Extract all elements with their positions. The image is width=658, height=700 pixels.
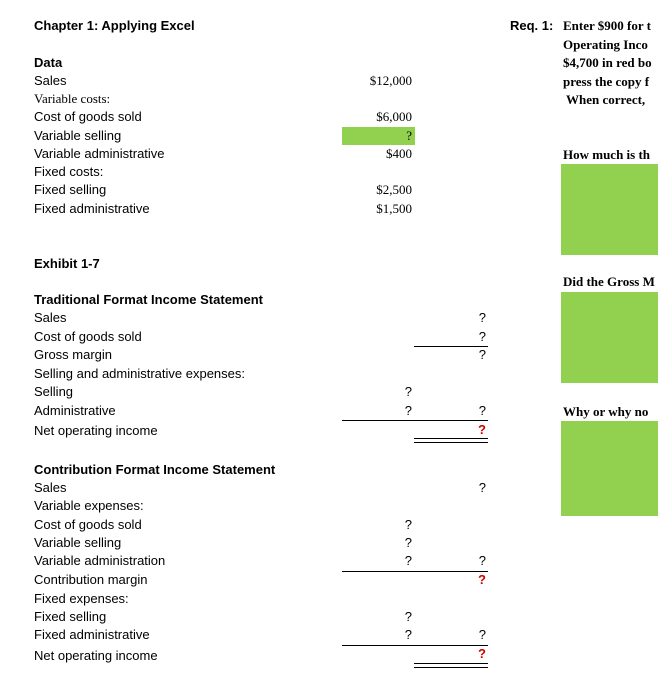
data-cogs-value: $6,000 [376, 109, 412, 124]
req-line-1: Enter $900 for t [563, 18, 651, 33]
trad-sales-value[interactable]: ? [478, 310, 486, 325]
cont-cogs-value[interactable]: ? [404, 517, 412, 532]
req-line-5: When correct, [566, 92, 646, 107]
cont-noi-double-underline [414, 663, 488, 668]
data-fixed-admin-value: $1,500 [376, 201, 412, 216]
req-line-3: $4,700 in red bo [563, 55, 652, 70]
req-line-2: Operating Inco [563, 37, 648, 52]
trad-noi-value[interactable]: ? [478, 422, 486, 437]
data-sales-value: $12,000 [369, 73, 412, 88]
exhibit-heading: Exhibit 1-7 [34, 256, 100, 271]
data-var-admin-value: $400 [386, 146, 412, 161]
trad-sga-total-value[interactable]: ? [478, 403, 486, 418]
trad-gross-margin-label: Gross margin [34, 347, 113, 362]
trad-gross-margin-value[interactable]: ? [478, 347, 486, 362]
trad-cogs-value[interactable]: ? [478, 329, 486, 344]
trad-admin-value[interactable]: ? [404, 403, 412, 418]
cont-fixed-expenses-label: Fixed expenses: [34, 591, 129, 606]
req-line-4: press the copy f [563, 74, 650, 89]
data-fixed-selling-label: Fixed selling [34, 182, 107, 197]
page-title: Chapter 1: Applying Excel [34, 18, 195, 33]
question-1: How much is th [563, 147, 651, 162]
data-fixed-selling-value: $2,500 [376, 182, 412, 197]
answer-box-3[interactable] [561, 421, 658, 516]
data-var-admin-label: Variable administrative [34, 146, 165, 161]
cont-sales-value[interactable]: ? [478, 480, 486, 495]
traditional-heading: Traditional Format Income Statement [34, 292, 263, 307]
cont-fixed-admin-value[interactable]: ? [404, 627, 412, 642]
contribution-heading: Contribution Format Income Statement [34, 462, 276, 477]
trad-noi-label: Net operating income [34, 423, 158, 438]
answer-box-2[interactable] [561, 292, 658, 383]
cont-cogs-label: Cost of goods sold [34, 517, 142, 532]
cont-sales-label: Sales [34, 480, 67, 495]
data-cogs-label: Cost of goods sold [34, 109, 142, 124]
trad-sga-label: Selling and administrative expenses: [34, 366, 246, 381]
trad-selling-label: Selling [34, 384, 74, 399]
cont-fixed-selling-label: Fixed selling [34, 609, 107, 624]
cont-fixed-total-value[interactable]: ? [478, 627, 486, 642]
cont-var-admin-label: Variable administration [34, 553, 166, 568]
trad-selling-value[interactable]: ? [404, 384, 412, 399]
cont-var-total-value[interactable]: ? [478, 553, 486, 568]
trad-cogs-label: Cost of goods sold [34, 329, 142, 344]
data-var-selling-label: Variable selling [34, 128, 122, 143]
question-3: Why or why no [563, 404, 649, 419]
cont-var-expenses-label: Variable expenses: [34, 498, 144, 513]
data-heading: Data [34, 55, 63, 70]
data-sales-label: Sales [34, 73, 67, 88]
cont-fixed-admin-label: Fixed administrative [34, 627, 150, 642]
cont-fixed-selling-value[interactable]: ? [404, 609, 412, 624]
data-var-selling-value: ? [406, 128, 412, 143]
cont-cm-value[interactable]: ? [478, 572, 486, 587]
answer-box-1[interactable] [561, 164, 658, 255]
cont-noi-label: Net operating income [34, 648, 158, 663]
trad-noi-double-underline [414, 438, 488, 443]
cont-noi-value[interactable]: ? [478, 646, 486, 661]
question-2: Did the Gross M [563, 274, 655, 289]
trad-sales-label: Sales [34, 310, 67, 325]
data-fixed-costs-label: Fixed costs: [34, 164, 104, 179]
data-fixed-admin-label: Fixed administrative [34, 201, 150, 216]
data-variable-costs-label: Variable costs: [34, 91, 111, 106]
trad-admin-label: Administrative [34, 403, 116, 418]
cont-var-selling-label: Variable selling [34, 535, 122, 550]
cont-var-selling-value[interactable]: ? [404, 535, 412, 550]
req-label: Req. 1: [510, 18, 554, 33]
cont-cm-label: Contribution margin [34, 572, 148, 587]
cont-var-admin-value[interactable]: ? [404, 553, 412, 568]
